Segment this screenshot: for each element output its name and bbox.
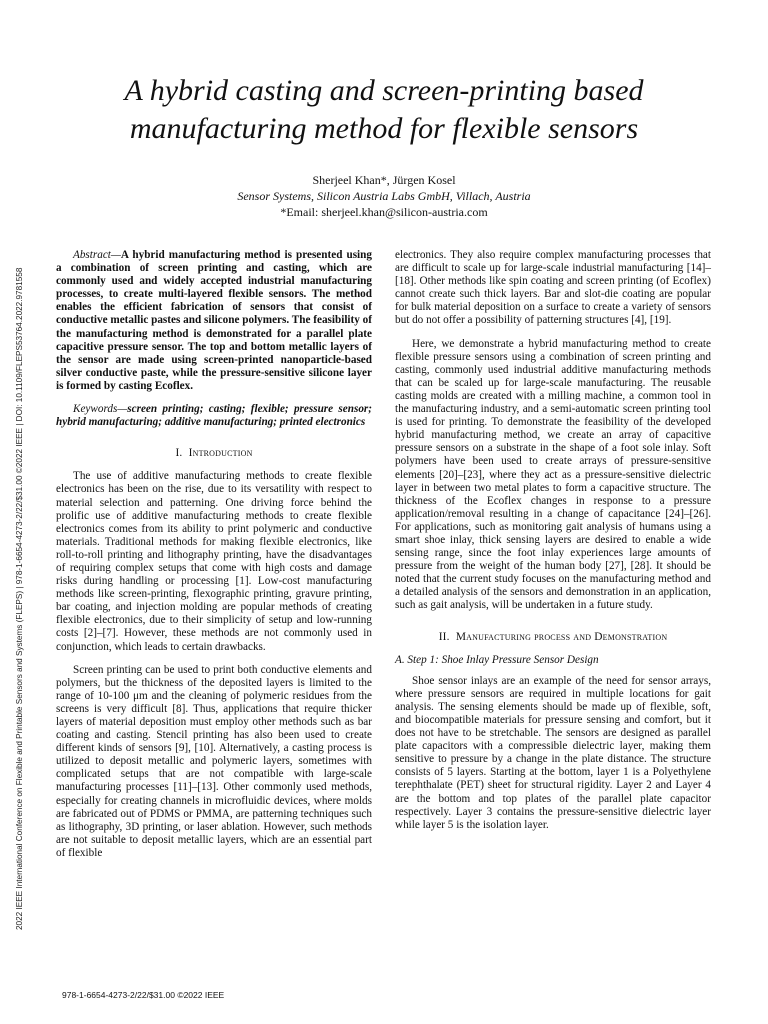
section-1-number: I. [175, 447, 183, 460]
left-column [56, 249, 372, 860]
paper-title [40, 72, 728, 148]
section-1-title: Introduction [188, 447, 253, 460]
right-column [395, 249, 711, 832]
section-heading-manufacturing [395, 631, 711, 644]
step1-paragraph: Shoe sensor inlays are an example of the need for sensor arrays, where pressure sensors are required in multiple locations for gait analysis. The sensing elements should be made up of flexible, soft, and biocompatible materials for pressure sensing and comfort, but it does not have to be stretchable. The sensors are designed as parallel plate capacitors with a compressible dielectric layer, making them sensitive to pressure by a change in the plate distance. The structure consists of 5 layers. Starting at the bottom, layer 1 is a Polyethylene terephthalate (PET) sheet for structural rigidity. Layer 2 and Layer 4 are the bottom and top plates of the parallel plate capacitor respectively. Layer 3 contains the pressure-sensitive dielectric layer while layer 5 is the isolation layer. [395, 674, 711, 831]
keywords-text: screen printing; casting; flexible; pressure sensor; hybrid manufacturing; additive manufacturing; printed electronics [56, 403, 372, 429]
intro-paragraph-2: Screen printing can be used to print both conductive elements and polymers, but the thickness of the deposited layers is limited to the range of 10-100 μm and the cleaning of polymeric residues from the screens is very difficult [8]. Thus, applications that require thicker layers of material deposition must employ other methods such as bar coating and casting. Stencil printing has also been used to create different kinds of sensors [9], [10]. Alternatively, a casting process is utilized to deposit metallic and polymeric layers, sometimes with complicated setups that are not compatible with large-scale manufacturing processes [11]–[13]. Other commonly used methods, especially for creating channels in microfluidic devices, where molds are fabricated out of PDMS or PMMA, are patterning techniques such as lithography, 3D printing, or laser ablation. However, such methods are not suitable to deposit metallic layers, which are an essential part of flexible [56, 663, 372, 859]
email: *Email: sherjeel.khan@silicon-austria.com [280, 205, 488, 219]
author-block [40, 172, 728, 220]
title-line-2: manufacturing method for flexible sensors [129, 112, 639, 145]
author-names: Sherjeel Khan*, Jürgen Kosel [312, 173, 456, 187]
intro-paragraph-1: The use of additive manufacturing methods to create flexible electronics has been on the rise, due to its versatility with respect to material selection and patterning. One driving force behind the prolific use of additive manufacturing methods to create flexible electronics comes from its ability to print polymeric and conductive materials. Traditional methods for making flexible electronics, like roll-to-roll printing and lithography printing, have the disadvantages of requiring complex setups that come with high costs and damage risks during handling or processing [1]. Low-cost manufacturing methods like screen-printing, flexographic printing, gravure printing, bar coating, and injection molding are popular methods of creating flexible electronics, due to their simplicity of setup and low-running costs [2]–[7]. However, these methods are not commonly used in conjunction, which leads to certain drawbacks. [56, 470, 372, 653]
abstract-text: A hybrid manufacturing method is presented using a combination of screen printing and casting, which are commonly used and widely accepted industrial manufacturing processes, to create multi-layered flexible sensors. The method enables the efficient fabrication of sensors that consist of conductive metallic pastes and silicone polymers. The feasibility of the manufacturing method is demonstrated for a parallel plate capacitive pressure sensor. The top and bottom metallic layers of the sensor are made using screen-printed nanoparticle-based silver conductive paste, while the pressure-sensitive silicone layer is formed by casting Ecoflex. [56, 249, 372, 392]
abstract [56, 249, 372, 393]
subsection-heading-step1: A. Step 1: Shoe Inlay Pressure Sensor Design [395, 653, 599, 666]
section-2-title: Manufacturing process and Demonstration [455, 630, 668, 643]
affiliation: Sensor Systems, Silicon Austria Labs GmbH, Villach, Austria [237, 189, 531, 203]
abstract-lead: Abstract— [73, 249, 121, 261]
sidebar-citation [4, 130, 26, 930]
footer-copyright: 978-1-6654-4273-2/22/$31.00 ©2022 IEEE [62, 990, 225, 1000]
intro-paragraph-4: Here, we demonstrate a hybrid manufacturing method to create flexible pressure sensors using a combination of screen printing and casting, commonly used industrial additive manufacturing methods that can be scaled up for large-scale manufacturing. The reusable casting molds are created with a milling machine, a common tool in the manufacturing industry, and a semi-automatic screen printing tool is used for printing. To demonstrate the feasibility of the developed hybrid manufacturing method, we create an array of capacitive pressure sensors on a substrate in the shape of a foot sole inlay. Soft polymers have been used to create arrays of pressure-sensitive elements [20]–[23], where they act as a pressure-sensitive dielectric layer in between two metal plates to form a capacitive structure. The thickness of the Ecoflex changes in response to a pressure application/removal resulting in a change of capacitance [24]–[26]. For applications, such as monitoring gait analysis of humans using a smart shoe inlay, thick sensing layers are desired to enable a wide sensing range, since the foot inlay experiences large amounts of pressure from the weight of the human body [27], [28]. It should be noted that the current study focuses on the manufacturing method and a detailed analysis of the sensors and demonstration in an application, such as gait analysis, will be undertaken in a future study. [395, 337, 711, 612]
keywords [56, 403, 372, 429]
intro-paragraph-3: electronics. They also require complex manufacturing processes that are difficult to scale up for large-scale industrial manufacturing [14]–[18]. Other methods like spin coating and screen printing (of Ecoflex) cannot create such thick layers. Bar and slot-die coating are popular for bulk material deposition on a surface to create a variety of sensors but do not offer a possibility of patterning structures [4], [19]. [395, 249, 711, 327]
keywords-lead: Keywords— [73, 403, 128, 416]
title-line-1: A hybrid casting and screen-printing based [124, 74, 644, 107]
section-2-number: II. [438, 630, 450, 643]
sidebar-citation-text: 2022 IEEE International Conference on Flexible and Printable Sensors and Systems (FLEPS) | 978-1-6654-4273-2/22/$31.00 ©2022 IEEE | DOI: 10.1109/FLEPS53764.2022.9781558 [15, 267, 24, 930]
section-heading-introduction [56, 447, 372, 460]
